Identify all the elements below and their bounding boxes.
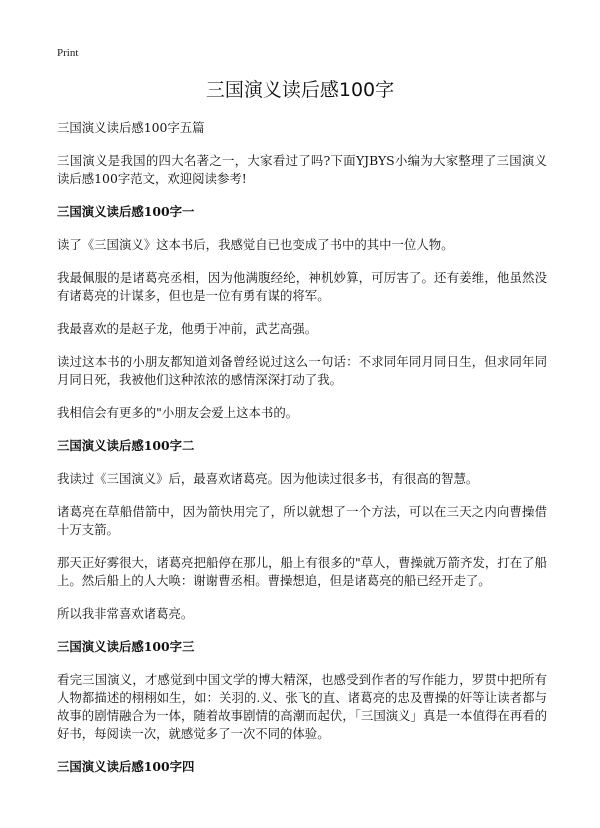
paragraph: 我相信会有更多的"小朋友会爱上这本书的。 — [57, 405, 299, 420]
article-subtitle: 三国演义读后感100字五篇 — [57, 120, 205, 135]
print-link[interactable]: Print — [57, 47, 79, 59]
paragraph: 诸葛亮在草船借箭中，因为箭快用完了，所以就想了一个方法，可以在三天之内向曹操借十万支箭。 — [57, 504, 547, 537]
paragraph: 那天正好雾很大，诸葛亮把船停在那儿，船上有很多的"草人，曹操就万箭齐发，打在了船上。然后船上的人大唤：谢谢曹丞相。曹操想追，但是诸葛亮的船已经开走了。 — [57, 555, 547, 588]
paragraph: 读了《三国演义》这本书后，我感觉自已也变成了书中的其中一位人物。 — [57, 237, 454, 252]
paragraph: 看完三国演义，才感觉到中国文学的博大精深，也感受到作者的写作能力，罗贯中把所有人物都描述的栩栩如生，如：关羽的.义、张飞的直、诸葛亮的忠及曹操的奸等让读者都与故事的剧情融合为一体，随着故事剧情的高潮而起伏，「三国演义」真是一本值得在再看的好书，每阅读一次，就感觉多了一次不同的体验。 — [57, 672, 547, 741]
article-body — [57, 119, 547, 791]
section-heading-4: 三国演义读后感100字四 — [57, 759, 195, 774]
intro-paragraph: 三国演义是我国的四大名著之一，大家看过了吗?下面YJBYS小编为大家整理了三国演义读后感100字范文，欢迎阅读参考! — [57, 153, 547, 186]
paragraph: 我读过《三国演义》后，最喜欢诸葛亮。因为他读过很多书，有很高的智慧。 — [57, 471, 479, 486]
page-title: 三国演义读后感100字 — [205, 79, 395, 101]
section-heading-3: 三国演义读后感100字三 — [57, 639, 195, 654]
paragraph: 我最喜欢的是赵子龙，他勇于冲前，武艺高强。 — [57, 321, 318, 336]
paragraph: 所以我非常喜欢诸葛亮。 — [57, 606, 194, 621]
paragraph: 我最佩服的是诸葛亮丞相，因为他满腹经纶，神机妙算，可厉害了。还有姜维，他虽然没有诸葛亮的计谋多，但也是一位有勇有谋的将军。 — [57, 270, 547, 303]
section-heading-2: 三国演义读后感100字二 — [57, 438, 195, 453]
paragraph: 读过这本书的小朋友都知道刘备曾经说过这么一句话：不求同年同月同日生，但求同年同月同日死，我被他们这种浓浓的感情深深打动了我。 — [57, 354, 547, 387]
section-heading-1: 三国演义读后感100字一 — [57, 204, 195, 219]
